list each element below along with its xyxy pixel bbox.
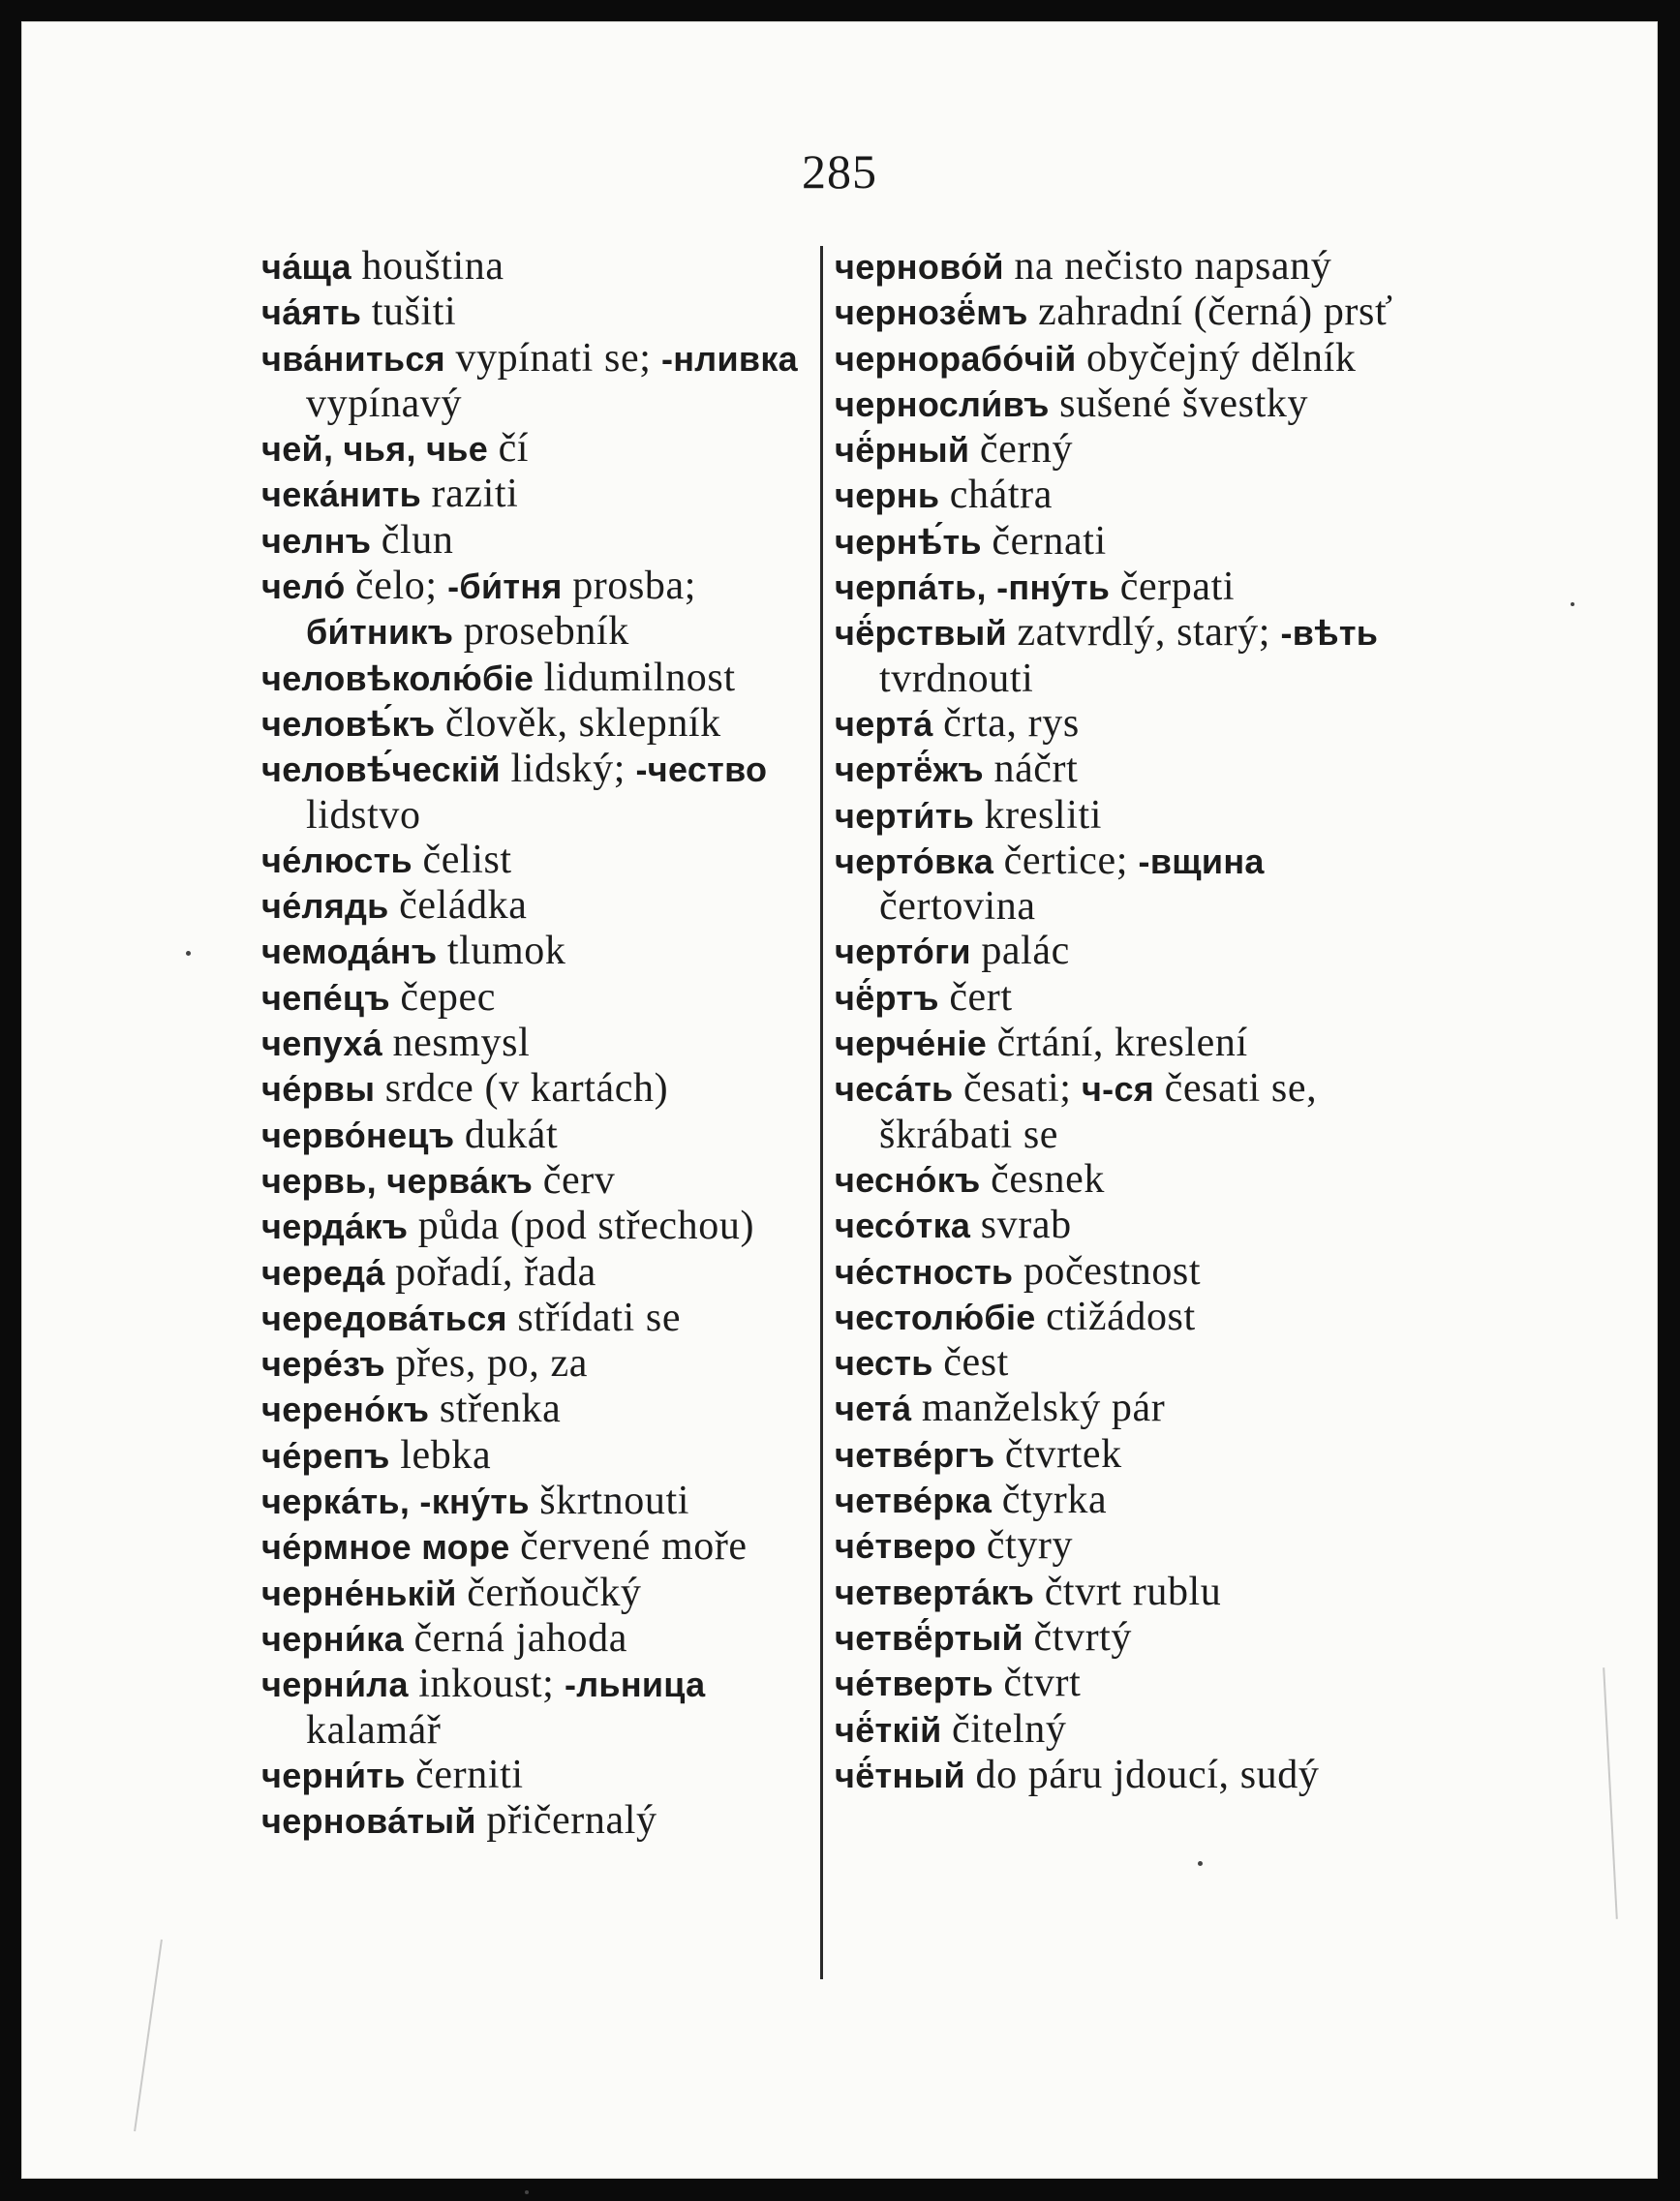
translation: pořadí, řada [395, 1249, 596, 1295]
headword: черто́ги [835, 932, 971, 972]
headword: чеса́ть [835, 1069, 954, 1110]
headword: чернь [835, 475, 940, 516]
dictionary-page [21, 21, 1658, 2179]
translation: člun [381, 517, 454, 563]
dictionary-entry [261, 1616, 833, 1662]
headword: черпа́ть, -пну́ть [835, 567, 1111, 608]
headword: четве́ргъ [835, 1434, 995, 1475]
headword: черво́нецъ [261, 1115, 455, 1155]
dictionary-entry [261, 1296, 833, 1341]
headword: честь [835, 1343, 933, 1384]
headword: черне́нькій [261, 1573, 457, 1613]
translation: česati se, škrábati se [879, 1066, 1318, 1157]
headword: четверта́къ [835, 1572, 1035, 1612]
headword: четве́рка [835, 1481, 993, 1521]
translation: raziti [431, 472, 519, 517]
translation: inkoust; [418, 1662, 555, 1707]
translation: člověk, sklepník [444, 700, 721, 746]
translation: náčrt [993, 747, 1079, 792]
dictionary-entry [261, 1204, 833, 1249]
headword: человѣ́ческій [261, 749, 501, 790]
scan-speck [1198, 1861, 1203, 1866]
dictionary-entry [835, 701, 1416, 747]
translation: čtvrtý [1033, 1614, 1133, 1660]
translation: čeládka [399, 883, 528, 929]
dictionary-entry [835, 929, 1416, 974]
translation: čertovina [879, 884, 1036, 930]
dictionary-entry [261, 701, 833, 747]
headword: ча́ща [261, 247, 351, 287]
dictionary-entry [835, 1340, 1416, 1386]
headword: чей, чья, чье [261, 429, 489, 470]
headword: -нливка [660, 338, 798, 379]
dictionary-entry [835, 1386, 1416, 1431]
translation: tvrdnouti [879, 656, 1034, 701]
translation: čtyrka [1001, 1478, 1108, 1523]
translation: počestnost [1023, 1248, 1202, 1294]
headword: -вщина [1138, 841, 1265, 881]
translation: tušiti [371, 290, 457, 335]
headword: че́тверть [835, 1664, 993, 1704]
translation: lidský; [510, 747, 626, 792]
headword: чесно́къ [835, 1159, 981, 1200]
dictionary-entry [261, 290, 833, 335]
translation: čtvrtek [1004, 1431, 1122, 1477]
dictionary-entry [835, 565, 1416, 610]
translation: lebka [400, 1432, 492, 1478]
dictionary-entry [835, 1570, 1416, 1615]
headword: черни́ть [261, 1755, 406, 1795]
headword: чепуха́ [261, 1024, 382, 1064]
dictionary-entry [261, 929, 833, 974]
dictionary-entry [261, 1571, 833, 1616]
headword: черто́вка [835, 841, 994, 881]
translation: škrtnouti [539, 1479, 689, 1524]
headword: черче́ніе [835, 1024, 988, 1064]
translation: tlumok [446, 929, 566, 974]
headword: че́лядь [261, 886, 389, 927]
dictionary-entry [261, 747, 833, 838]
headword: чё́ртъ [835, 977, 939, 1018]
headword: человѣ́къ [261, 703, 436, 744]
translation: čí [498, 426, 530, 472]
headword: черти́ть [835, 795, 975, 836]
translation: přičernalý [486, 1798, 657, 1844]
translation: střenka [439, 1387, 562, 1432]
dictionary-entry [261, 426, 833, 472]
dictionary-entry [835, 336, 1416, 382]
headword: четвё́ртый [835, 1617, 1023, 1658]
translation: čtvrt [1003, 1661, 1082, 1706]
headword: чё́рствый [835, 613, 1007, 654]
headword: че́люсть [261, 840, 412, 880]
dictionary-entry [835, 747, 1416, 792]
headword: чело́ [261, 566, 346, 607]
headword: черносли́въ [835, 383, 1050, 424]
headword: че́репъ [261, 1435, 390, 1476]
dictionary-entry [835, 1157, 1416, 1203]
translation: čepec [400, 974, 496, 1020]
translation: ctižádost [1046, 1294, 1196, 1339]
translation: srdce (v kartách) [384, 1066, 669, 1112]
dictionary-entry [835, 1478, 1416, 1523]
headword: чернѣ́ть [835, 521, 982, 562]
dictionary-entry [835, 1249, 1416, 1295]
headword: че́стность [835, 1251, 1014, 1292]
dictionary-entry [261, 1433, 833, 1479]
dictionary-entry [261, 1341, 833, 1387]
headword: -льница [564, 1665, 706, 1705]
headword: чемода́нъ [261, 932, 438, 972]
headword: чертё́жъ [835, 749, 984, 790]
headword: чепе́цъ [261, 977, 390, 1018]
dictionary-entry [261, 838, 833, 883]
dictionary-entry [835, 839, 1416, 930]
translation: červené moře [520, 1524, 748, 1570]
dictionary-entry [835, 1203, 1416, 1248]
translation: čelo; [355, 564, 438, 609]
dictionary-entry [835, 1295, 1416, 1340]
translation: sušené švestky [1059, 381, 1309, 426]
translation: čerpati [1119, 565, 1236, 610]
translation: črta, rys [943, 700, 1080, 746]
translation: zatvrdlý, starý; [1017, 610, 1271, 656]
dictionary-entry [835, 1066, 1416, 1157]
translation: čest [943, 1340, 1009, 1386]
headword: чета́ [835, 1389, 912, 1429]
translation: dukát [464, 1112, 559, 1157]
translation: lidstvo [306, 792, 421, 838]
dictionary-entry [835, 290, 1416, 335]
dictionary-entry [261, 1798, 833, 1844]
headword: ча́ять [261, 292, 362, 333]
translation: černý [979, 427, 1074, 473]
dictionary-entry [261, 975, 833, 1021]
headword: черни́ка [261, 1618, 404, 1659]
translation: houština [361, 244, 504, 289]
headword: череда́ [261, 1252, 385, 1293]
headword: -вѣть [1280, 613, 1379, 654]
page-number: 285 [802, 144, 877, 199]
dictionary-entry [835, 244, 1416, 290]
headword: человѣколю́біе [261, 657, 535, 698]
translation: palác [981, 929, 1070, 974]
scan-speck [186, 951, 191, 956]
translation: chátra [949, 473, 1053, 518]
dictionary-entry [835, 975, 1416, 1021]
translation: čert [949, 974, 1013, 1020]
headword: -чество [635, 749, 768, 790]
translation: česnek [991, 1156, 1105, 1202]
headword: чва́ниться [261, 338, 445, 379]
translation: prosebník [463, 609, 629, 655]
translation: černá jahoda [413, 1615, 628, 1661]
translation: čerňoučký [467, 1570, 642, 1615]
headword: че́тверо [835, 1526, 977, 1567]
dictionary-entry [835, 1661, 1416, 1706]
translation: črtání, kreslení [996, 1021, 1248, 1066]
headword: ч-ся [1081, 1069, 1155, 1110]
headword: черено́къ [261, 1390, 430, 1430]
translation: čitelný [952, 1706, 1067, 1752]
dictionary-entry [835, 1753, 1416, 1798]
dictionary-entry [835, 1707, 1416, 1753]
translation: česati; [963, 1066, 1072, 1112]
dictionary-entry [261, 1066, 833, 1112]
headword: би́тникъ [306, 612, 454, 653]
translation: manželský pár [921, 1386, 1166, 1431]
dictionary-entry [261, 472, 833, 517]
headword: черни́ла [261, 1665, 409, 1705]
dictionary-entry [261, 1753, 833, 1798]
translation: půda (pod střechou) [417, 1204, 755, 1249]
column-divider [820, 246, 823, 1979]
translation: přes, po, za [395, 1341, 588, 1387]
headword: че́рвы [261, 1069, 376, 1110]
scan-streak [1603, 1667, 1618, 1919]
headword: черка́ть, -кну́ть [261, 1482, 530, 1522]
dictionary-entry [261, 244, 833, 290]
dictionary-entry [261, 1113, 833, 1158]
dictionary-entry [261, 883, 833, 929]
headword: честолю́біе [835, 1297, 1036, 1337]
dictionary-entry [261, 1662, 833, 1753]
headword: чере́зъ [261, 1344, 385, 1385]
dictionary-entry [261, 564, 833, 656]
dictionary-entry [835, 382, 1416, 427]
headword: черта́ [835, 703, 933, 744]
translation: střídati se [517, 1295, 682, 1340]
translation: do páru jdoucí, sudý [975, 1752, 1320, 1797]
headword: чернорабо́чій [835, 338, 1077, 379]
dictionary-entry [835, 1432, 1416, 1478]
dictionary-entry [835, 1615, 1416, 1661]
dictionary-entry [261, 1524, 833, 1570]
left-column [261, 244, 833, 1844]
translation: vypínati se; [455, 335, 652, 381]
headword: черда́къ [261, 1207, 409, 1247]
translation: čertice; [1003, 838, 1129, 883]
translation: nesmysl [392, 1021, 531, 1066]
dictionary-entry [261, 1387, 833, 1432]
headword: челнъ [261, 520, 372, 561]
headword: чё́рный [835, 430, 970, 471]
translation: čelist [422, 837, 512, 882]
headword: червь, черва́къ [261, 1160, 534, 1201]
headword: чека́нить [261, 474, 421, 515]
translation: vypínavý [306, 381, 463, 426]
dictionary-entry [835, 427, 1416, 473]
translation: čtyry [986, 1523, 1074, 1569]
right-column [835, 244, 1416, 1798]
dictionary-entry [261, 1021, 833, 1066]
scan-speck [1571, 602, 1574, 606]
dictionary-entry [835, 1021, 1416, 1066]
translation: prosba; [572, 564, 697, 609]
headword: чё́ткій [835, 1709, 942, 1750]
headword: чередова́ться [261, 1298, 507, 1338]
dictionary-entry [261, 1250, 833, 1296]
dictionary-entry [261, 1158, 833, 1204]
translation: čtvrt rublu [1044, 1569, 1222, 1614]
headword: черново́й [835, 247, 1004, 287]
scan-speck [525, 2190, 529, 2194]
translation: kresliti [984, 792, 1103, 838]
headword: че́рмное море [261, 1527, 510, 1568]
headword: чернозё́мъ [835, 292, 1028, 333]
dictionary-entry [835, 473, 1416, 518]
dictionary-entry [835, 1523, 1416, 1569]
dictionary-entry [261, 1479, 833, 1524]
dictionary-entry [835, 793, 1416, 839]
headword: -би́тня [447, 566, 563, 607]
headword: чё́тный [835, 1755, 965, 1795]
headword: чернова́тый [261, 1801, 476, 1842]
translation: černati [992, 518, 1107, 564]
translation: svrab [980, 1203, 1072, 1248]
translation: červ [542, 1157, 616, 1203]
dictionary-entry [261, 336, 833, 427]
translation: černiti [415, 1752, 524, 1797]
headword: чесо́тка [835, 1206, 971, 1246]
translation: kalamář [306, 1707, 442, 1753]
translation: obyčejný dělník [1086, 335, 1357, 381]
dictionary-entry [261, 518, 833, 564]
dictionary-entry [835, 519, 1416, 565]
dictionary-entry [835, 610, 1416, 701]
translation: lidumilnost [543, 655, 736, 700]
dictionary-entry [261, 656, 833, 701]
translation: na nečisto napsaný [1014, 244, 1332, 289]
translation: zahradní (černá) prsť [1038, 290, 1393, 335]
scan-streak [134, 1940, 163, 2131]
